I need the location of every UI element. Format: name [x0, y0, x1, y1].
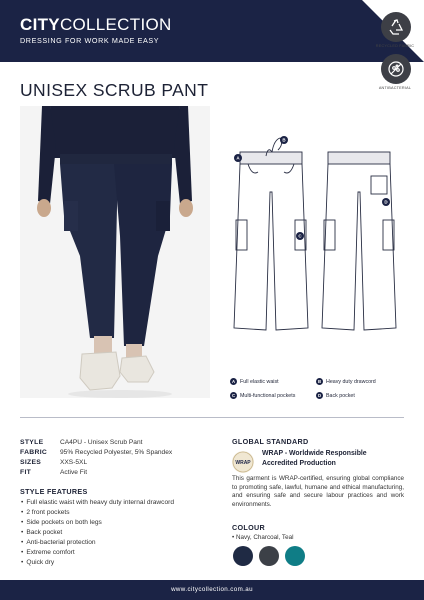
- spec-row: [20, 437, 172, 447]
- spec-row: [20, 467, 172, 477]
- spec-label: FABRIC: [20, 448, 48, 456]
- diagram-marker-a: A: [236, 155, 240, 161]
- colour-swatches: [233, 546, 305, 566]
- swatch-teal: [285, 546, 305, 566]
- diagram-marker-b: B: [282, 137, 286, 143]
- wrap-logo-text: WRAP: [235, 460, 251, 466]
- product-photo: [20, 106, 210, 398]
- spec-row: [20, 447, 172, 457]
- spec-label: SIZES: [20, 458, 42, 466]
- section-divider: [20, 417, 404, 418]
- list-item: • Full elastic waist with heavy duty internal drawcord: [21, 498, 174, 508]
- swatch-charcoal: [259, 546, 279, 566]
- style-features-heading: STYLE FEATURES: [20, 487, 88, 496]
- recycled-fabric-label: RECYCLED FABRIC: [375, 44, 415, 48]
- colour-list: • Navy, Charcoal, Teal: [232, 534, 294, 541]
- diagram-marker-c: C: [298, 233, 302, 239]
- antibacterial-label: ANTIBACTERIAL: [378, 86, 412, 90]
- legend-item: [230, 392, 295, 399]
- brand-logo: CITYCOLLECTION: [20, 15, 172, 34]
- recycle-icon: [381, 12, 411, 42]
- legend-text: Back pocket: [326, 392, 355, 399]
- wrap-heading-line: Accredited Production: [262, 459, 336, 467]
- wrap-heading: [262, 449, 402, 468]
- legend-marker: A: [231, 379, 236, 384]
- brand-tagline: DRESSING FOR WORK MADE EASY: [20, 36, 160, 45]
- spec-value: 95% Recycled Polyester, 5% Spandex: [60, 448, 173, 456]
- spec-value: Active Fit: [60, 468, 88, 476]
- wrap-logo: [232, 451, 254, 473]
- legend-marker: D: [317, 393, 322, 398]
- global-standard-heading: GLOBAL STANDARD: [232, 437, 309, 446]
- legend-item: [316, 392, 355, 399]
- legend-marker: B: [317, 379, 322, 384]
- antibacterial-icon: [381, 54, 411, 84]
- list-item: • Side pockets on both legs: [21, 518, 174, 528]
- technical-diagram: [228, 132, 406, 372]
- wrap-heading-line: WRAP - Worldwide Responsible: [262, 450, 367, 457]
- legend-item: [316, 378, 376, 385]
- wrap-description: This garment is WRAP-certified, ensuring global compliance to promoting safe, lawful, humane and ethical manufacturing, and ensuring safe and secure labour practices and work environments.: [232, 475, 404, 509]
- footer-url: www.citycollection.com.au: [171, 586, 253, 593]
- list-item: • 2 front pockets: [21, 508, 174, 518]
- spec-value: CA4PU - Unisex Scrub Pant: [60, 438, 143, 446]
- swatch-navy: [233, 546, 253, 566]
- spec-row: [20, 457, 172, 467]
- spec-label: STYLE: [20, 438, 44, 446]
- spec-table: [20, 437, 172, 477]
- list-item: • Anti-bacterial protection: [21, 538, 174, 548]
- list-item: • Extreme comfort: [21, 548, 174, 558]
- legend-item: [230, 378, 279, 385]
- legend-text: Heavy duty drawcord: [326, 378, 376, 385]
- legend-text: Full elastic waist: [240, 378, 279, 385]
- legend-marker: C: [231, 393, 236, 398]
- spec-label: FIT: [20, 468, 32, 476]
- style-features-list: [21, 498, 174, 568]
- colour-heading: COLOUR: [232, 523, 265, 532]
- list-item: • Back pocket: [21, 528, 174, 538]
- legend-text: Multi-functional pockets: [240, 392, 296, 399]
- spec-value: XXS-5XL: [60, 458, 88, 466]
- product-title: UNISEX SCRUB PANT: [20, 80, 209, 100]
- list-item: • Quick dry: [21, 558, 174, 568]
- diagram-marker-d: D: [384, 199, 388, 205]
